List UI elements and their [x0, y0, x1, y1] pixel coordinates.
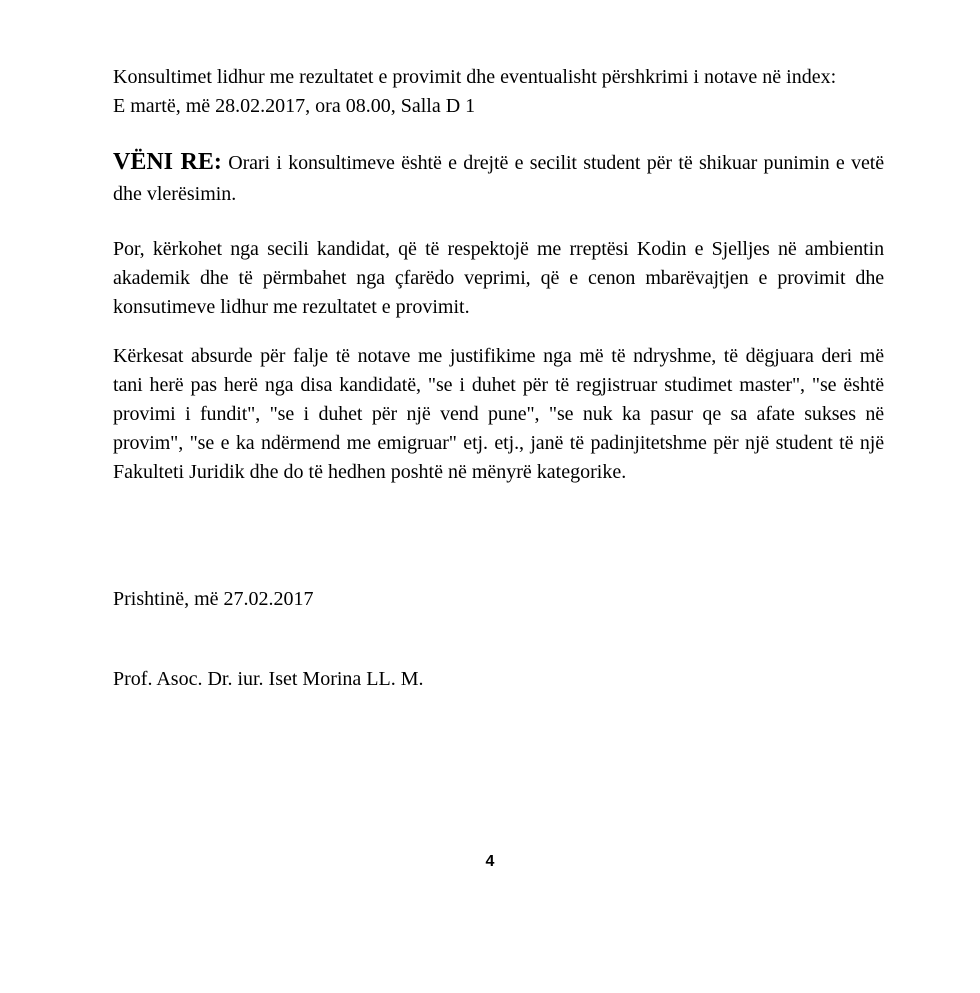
text-line-conduct-3: konsutimeve lidhur me rezultatet e provimit.	[113, 296, 470, 318]
text-line-notice-1	[113, 147, 884, 179]
text-line-requests-3: provimi i fundit", "se i duhet për një vend pune", "se nuk ka pasur qe sa afate sukses në	[113, 403, 884, 425]
text-line-requests-2: tani herë pas herë nga disa kandidatë, "se i duhet për të regjistruar studimet master", "se është	[113, 374, 884, 396]
paragraph-notice	[113, 147, 884, 210]
text-line-conduct-2: akademik dhe të përmbahet nga çfarëdo veprimi, që e cenon mbarëvajtjen e provimit dhe	[113, 267, 884, 289]
text-line-consultations-2: E martë, më 28.02.2017, ora 08.00, Salla D 1	[113, 95, 476, 117]
paragraph-signature	[113, 665, 884, 694]
notice-label: VËNI RE:	[113, 149, 222, 175]
paragraph-place-date	[113, 585, 884, 614]
text-line-requests-4: provim", "se e ka ndërmend me emigruar" etj. etj., janë të padinjitetshme për një student të një	[113, 432, 884, 454]
paragraph-conduct	[113, 235, 884, 322]
text-line-conduct-1: Por, kërkohet nga secili kandidat, që të respektojë me rreptësi Kodin e Sjelljes në ambientin	[113, 238, 884, 260]
notice-text: Orari i konsultimeve është e drejtë e secilit student për të shikuar punimin e vetë	[228, 152, 885, 174]
text-line-notice-2: dhe vlerësimin.	[113, 183, 237, 205]
page-number: 4	[485, 853, 495, 870]
text-line-requests-5: Fakulteti Juridik dhe do të hedhen poshtë në mënyrë kategorike.	[113, 461, 627, 483]
paragraph-requests	[113, 342, 884, 487]
signature-text: Prof. Asoc. Dr. iur. Iset Morina LL. M.	[113, 668, 424, 690]
text-line-requests-1: Kërkesat absurde për falje të notave me justifikime nga më të ndryshme, të dëgjuara deri më	[113, 345, 884, 367]
paragraph-consultations	[113, 63, 884, 121]
place-date-text: Prishtinë, më 27.02.2017	[113, 588, 314, 610]
text-line-consultations-1: Konsultimet lidhur me rezultatet e provimit dhe eventualisht përshkrimi i notave në index:	[113, 66, 837, 88]
